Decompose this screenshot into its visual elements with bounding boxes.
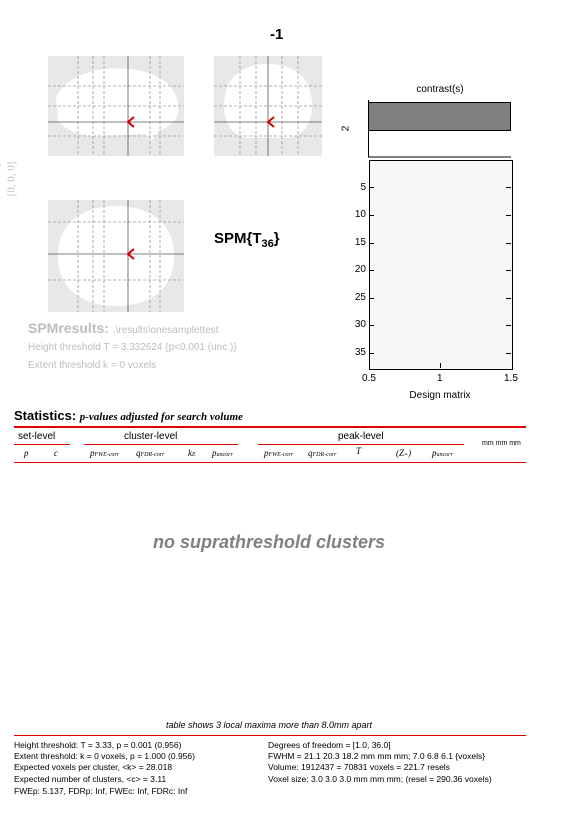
mip-coronal-view[interactable] xyxy=(214,56,322,156)
footer-rule xyxy=(14,735,526,736)
y-tick-10: 10 xyxy=(354,209,366,220)
y-tick-20: 20 xyxy=(354,264,366,275)
table-header-rule xyxy=(14,462,526,463)
mip-axial-view[interactable] xyxy=(48,200,184,312)
col-peak-punc: puncorr xyxy=(432,448,453,458)
col-peak-z: (Z≡) xyxy=(396,448,412,458)
statistics-title xyxy=(14,408,243,423)
col-peak-t: T xyxy=(356,446,362,456)
units-header: mm mm mm xyxy=(482,440,521,447)
statistics-subtitle: p-values adjusted for search volume xyxy=(79,411,243,423)
col-set-p: p xyxy=(24,448,29,458)
footer-left-line: Expected voxels per cluster, <k> = 28.018 xyxy=(14,762,173,772)
spm-stat-prefix: SPM{T xyxy=(214,230,262,247)
mip-axial-image xyxy=(48,200,184,312)
design-matrix-ticks xyxy=(369,188,511,369)
y-tick-5: 5 xyxy=(360,182,366,193)
mip-sagittal-view[interactable] xyxy=(48,56,184,156)
peak-level-rule xyxy=(258,444,464,445)
cursor-coordinates: [0, 0, 0] xyxy=(5,161,18,197)
local-maxima-note: table shows 3 local maxima more than 8.0mm apart xyxy=(165,720,373,730)
contrast-index: 2 xyxy=(340,125,352,132)
cluster-level-rule xyxy=(84,444,238,445)
footer-right-line: Volume: 1912437 = 70831 voxels = 221.7 resels xyxy=(268,762,450,772)
y-tick-15: 15 xyxy=(354,237,366,248)
table-top-rule xyxy=(14,426,526,428)
y-tick-25: 25 xyxy=(354,292,366,303)
col-set-c: c xyxy=(54,448,58,458)
footer-right-line: Voxel size: 3.0 3.0 3.0 mm mm mm; (resel = 290.36 voxels) xyxy=(268,774,492,784)
col-peak-pfwe: pFWE-corr xyxy=(264,448,294,458)
mip-sagittal-image xyxy=(48,56,184,156)
col-cluster-k: kE xyxy=(188,448,196,458)
design-matrix-xlabel: Design matrix xyxy=(409,390,471,401)
footer-left-line: Expected number of clusters, <c> = 3.11 xyxy=(14,774,167,784)
x-tick-1-5: 1.5 xyxy=(504,373,518,384)
x-tick-0-5: 0.5 xyxy=(362,373,376,384)
no-clusters-message: no suprathreshold clusters xyxy=(152,532,386,552)
spm-stat-suffix: } xyxy=(273,230,280,247)
results-title xyxy=(28,320,218,336)
statistics-heading: Statistics: xyxy=(14,408,77,423)
results-heading: SPMresults: xyxy=(28,320,109,336)
contrast-title: contrast(s) xyxy=(416,84,464,95)
results-path: .\results\onesamplettest xyxy=(112,325,219,336)
col-cluster-punc: puncorr xyxy=(212,448,233,458)
contrast-weight-bar xyxy=(369,103,511,131)
set-level-header: set-level xyxy=(18,431,56,442)
col-cluster-pfwe: pFWE-corr xyxy=(90,448,120,458)
spm-mip-label xyxy=(0,160,1,198)
col-cluster-qfdr: qFDR-corr xyxy=(136,448,165,458)
spm-statistic-label xyxy=(214,230,280,250)
footer-right-line: Degrees of freedom = [1.0, 36.0] xyxy=(268,740,391,750)
mip-coronal-image xyxy=(214,56,322,156)
y-tick-30: 30 xyxy=(354,319,366,330)
set-level-rule xyxy=(14,444,70,445)
figure-title: -1 xyxy=(270,26,284,43)
footer-left-line: Extent threshold: k = 0 voxels, p = 1.000 (0.956) xyxy=(14,751,195,761)
x-tick-1: 1 xyxy=(437,373,443,384)
footer-left-line: Height threshold: T = 3.33, p = 0.001 (0.956) xyxy=(14,740,182,750)
footer-right-line: FWHM = 21.1 20.3 18.2 mm mm mm; 7.0 6.8 6.1 {voxels} xyxy=(268,751,486,761)
col-peak-qfdr: qFDR-corr xyxy=(308,448,337,458)
cluster-level-header: cluster-level xyxy=(124,431,178,442)
spm-stat-df: 36 xyxy=(261,238,274,250)
extent-threshold-line: Extent threshold k = 0 voxels xyxy=(28,360,157,371)
height-threshold-line: Height threshold T = 3.332624 {p<0.001 (unc.)} xyxy=(28,342,237,353)
peak-level-header: peak-level xyxy=(338,431,384,442)
y-tick-35: 35 xyxy=(354,347,366,358)
footer-left-line: FWEp: 5.137, FDRp: Inf, FWEc: Inf, FDRc: Inf xyxy=(14,786,188,796)
contrast-panel[interactable] xyxy=(368,100,511,156)
